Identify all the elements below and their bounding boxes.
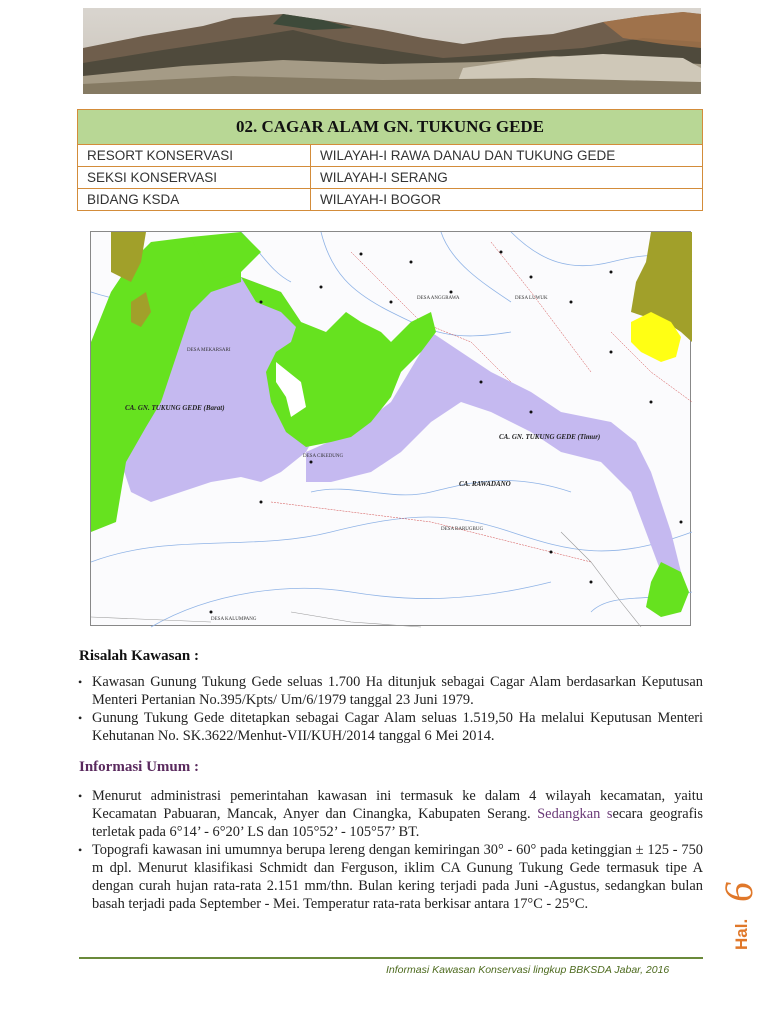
table-row [78, 167, 703, 189]
map-label-desa-barugbug: DESA BARUGBUG [441, 527, 484, 532]
row-value: WILAYAH-I SERANG [311, 167, 703, 189]
area-info-table [77, 109, 703, 211]
map-label-timur: CA. GN. TUKUNG GEDE (Timur) [499, 433, 601, 441]
map-label-desa-anggrawa: DESA ANGGRAWA [417, 296, 460, 301]
map-label-rawadano: CA. RAWADANO [459, 480, 511, 488]
page-number [716, 870, 761, 960]
map-label-desa-cikedung: DESA CIKEDUNG [303, 454, 344, 459]
header-landscape-photo [83, 8, 701, 94]
informasi-text-c: ecara geografis terletak pada 6°14’ - 6°20’ LS dan 105°52’ - 105°57’ BT. [92, 806, 703, 840]
risalah-title: Risalah Kawasan : [79, 648, 200, 664]
map-label-desa-luwuk: DESA LUWUK [515, 296, 548, 301]
area-map [90, 231, 691, 626]
footer-divider [79, 957, 703, 959]
risalah-list [78, 673, 703, 745]
page-label: Hal. [732, 918, 751, 950]
area-title: 02. CAGAR ALAM GN. TUKUNG GEDE [78, 110, 703, 145]
list-item: • Topografi kawasan ini umumnya berupa lereng dengan kemiringan 30° - 60° pada ketinggian ± 125 - 750 m dpl. Menurut klasifikasi Schmidt dan Ferguson, iklim CA Gunung Tukung Gede termasuk tipe A dengan curah hujan rata-rata 2.151 mm/thn. Bulan kering terjadi pada Juni -Agustus, sedangkan bulan basah terjadi pada September - Mei. Temperatur rata-rata berkisar antara 17°C - 25°C. [78, 841, 703, 913]
row-label: RESORT KONSERVASI [78, 145, 311, 167]
table-row [78, 145, 703, 167]
informasi-text-a: Menurut administrasi pemerintahan kawasan ini termasuk ke dalam 4 wilayah kecamatan, yaitu Kecamatan Pabuaran, Mancak, Anyer dan Cinangka, Kabupaten Serang. [92, 788, 703, 822]
map-label-barat: CA. GN. TUKUNG GEDE (Barat) [125, 404, 225, 412]
informasi-title: Informasi Umum : [79, 759, 199, 775]
footer-text: Informasi Kawasan Konservasi lingkup BBKSDA Jabar, 2016 [386, 964, 670, 976]
table-row [78, 189, 703, 211]
row-label: BIDANG KSDA [78, 189, 311, 211]
informasi-text-b: Sedangkan s [537, 806, 613, 822]
row-value: WILAYAH-I BOGOR [311, 189, 703, 211]
map-label-desa-kalumpang: DESA KALUMPANG [211, 617, 257, 622]
row-value: WILAYAH-I RAWA DANAU DAN TUKUNG GEDE [311, 145, 703, 167]
page-digit: 6 [716, 882, 761, 902]
row-label: SEKSI KONSERVASI [78, 167, 311, 189]
list-item: • Kawasan Gunung Tukung Gede seluas 1.700 Ha ditunjuk sebagai Cagar Alam berdasarkan Keputusan Menteri Pertanian No.395/Kpts/ Um/6/1979 tanggal 23 Juni 1979. [78, 673, 703, 709]
map-label-desa-mekarsari: DESA MEKARSARI [187, 348, 231, 353]
list-item: • Gunung Tukung Gede ditetapkan sebagai Cagar Alam seluas 1.519,50 Ha melalui Keputusan Menteri Kehutanan No. SK.3622/Menhut-VII/KUH/2014 tanggal 6 Mei 2014. [78, 709, 703, 745]
list-item [78, 787, 703, 841]
informasi-list [78, 787, 703, 913]
